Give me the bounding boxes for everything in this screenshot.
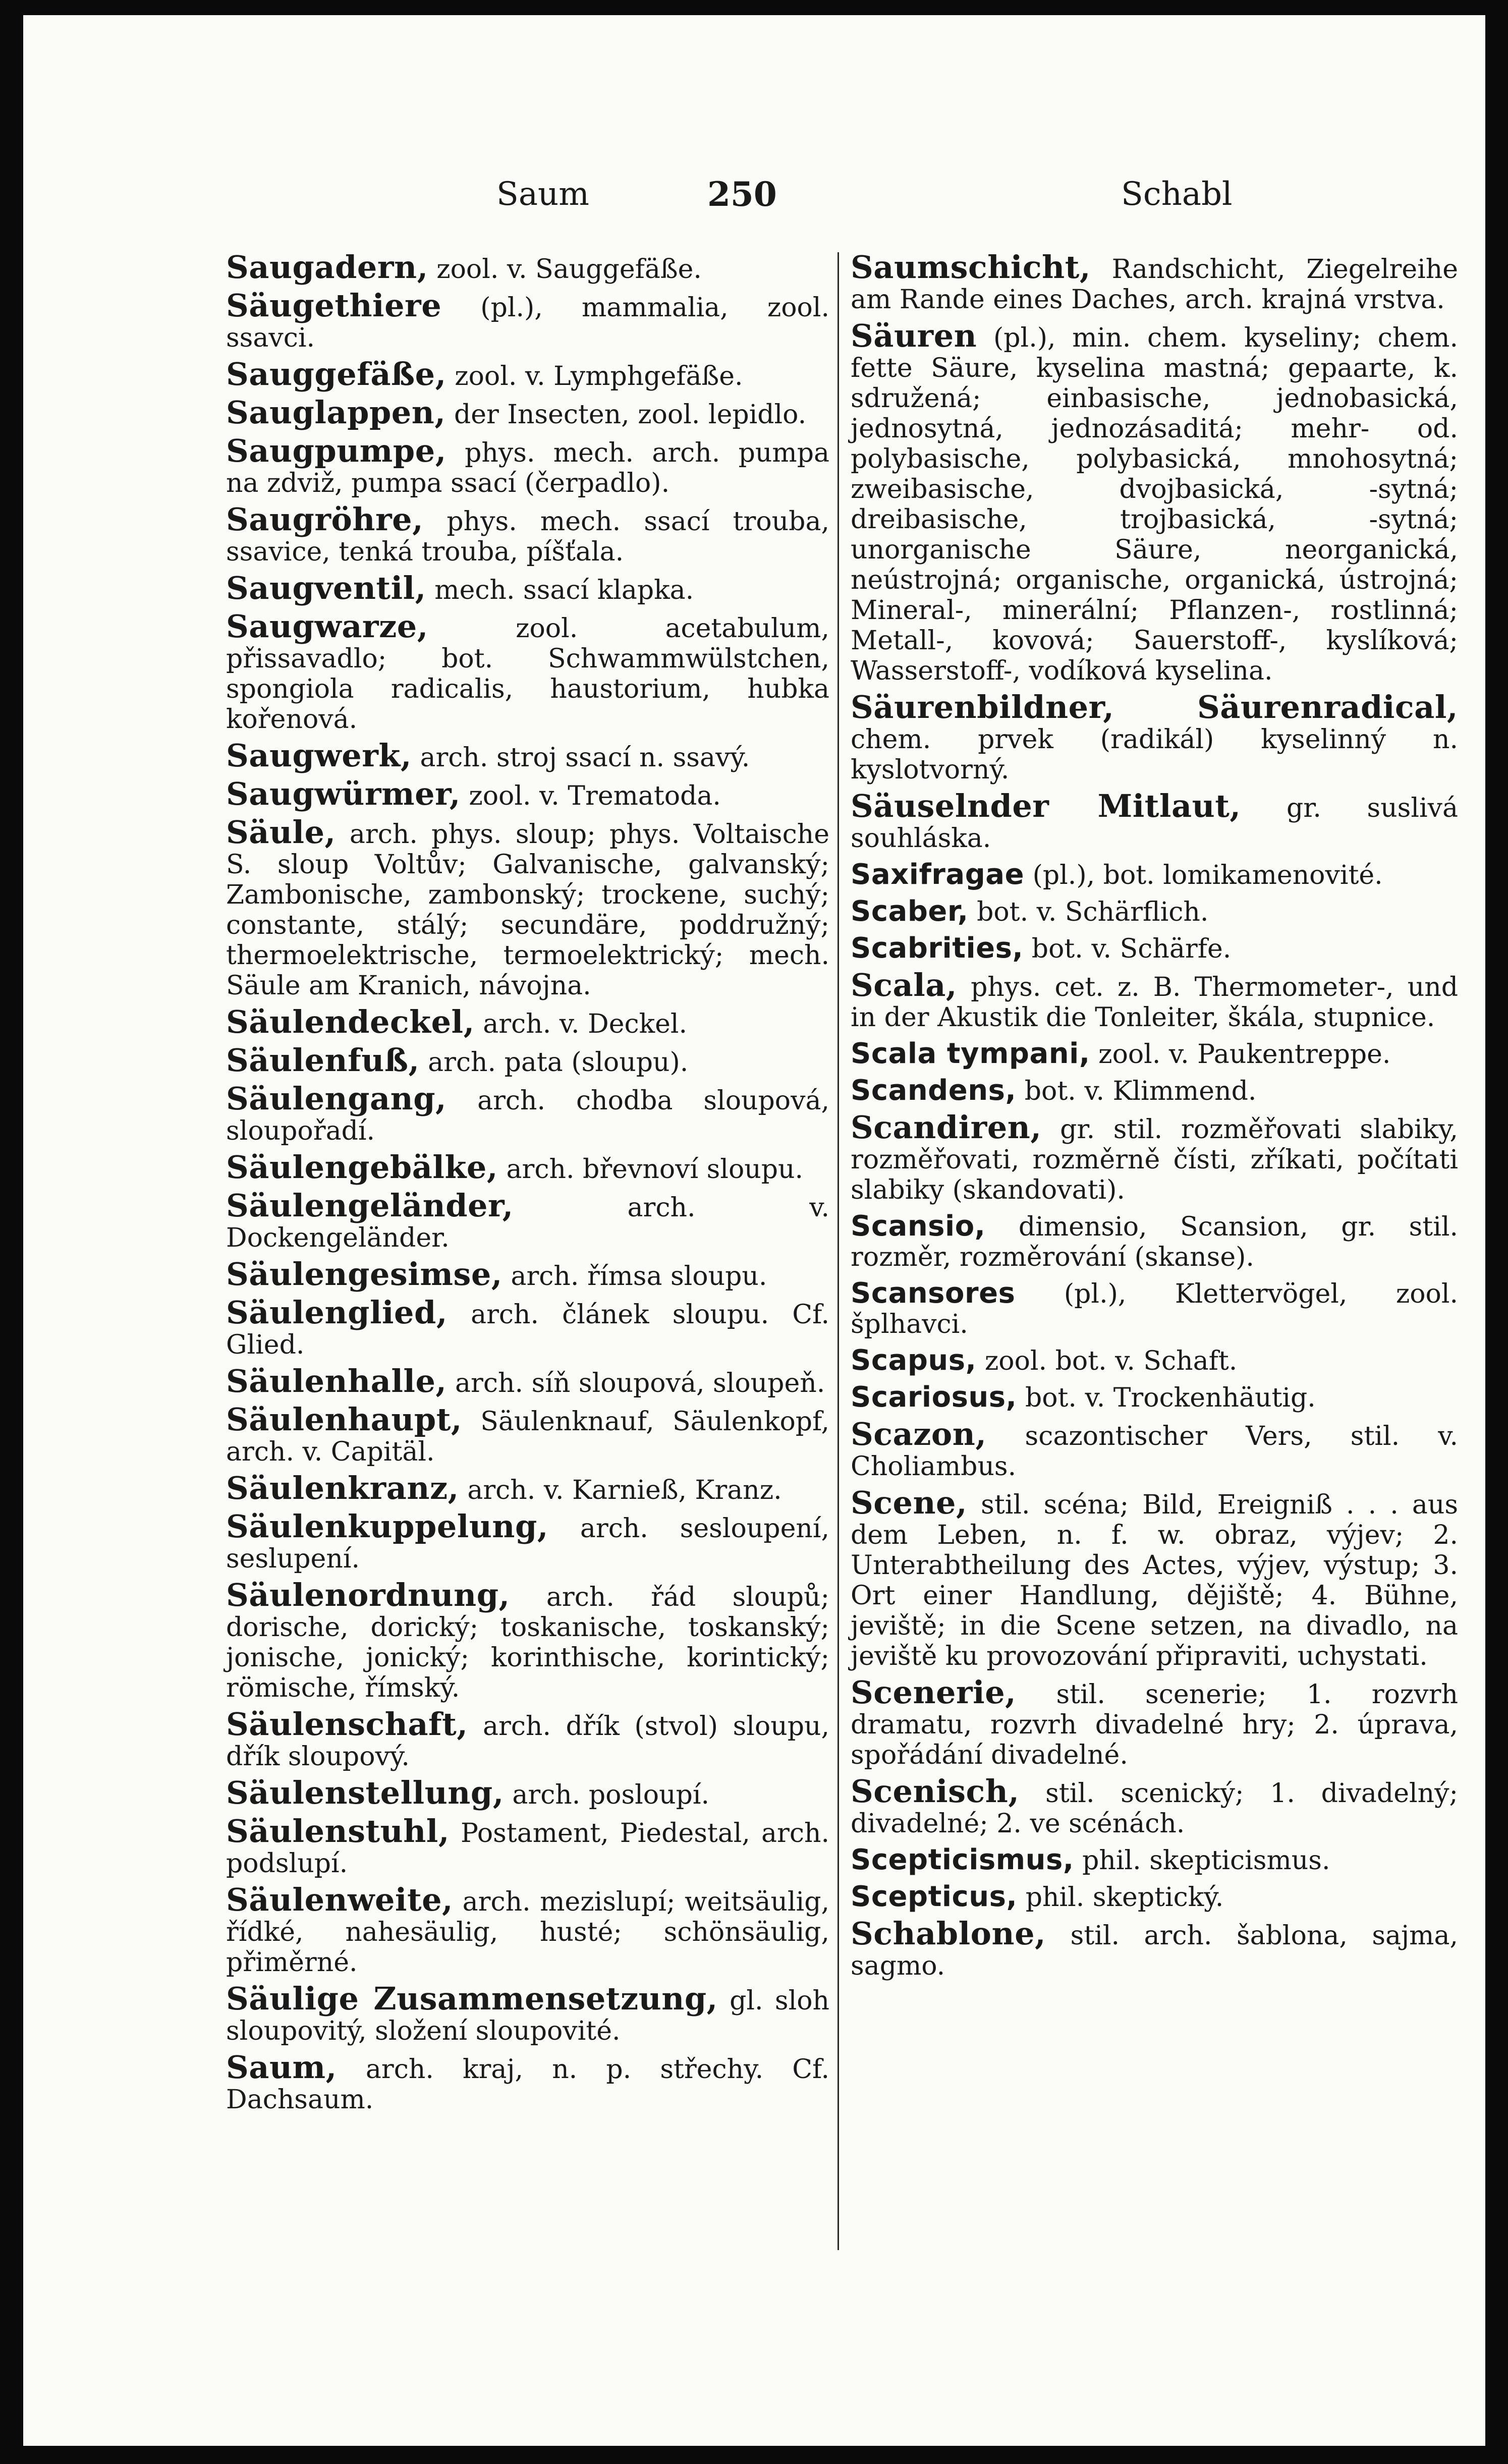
entry-headword: Saugwarze, xyxy=(226,608,428,645)
entry-definition: (pl.), mammalia, zool. ssavci. xyxy=(226,293,829,353)
entry-definition: arch. v. Dockengeländer. xyxy=(226,1193,829,1253)
dictionary-entry xyxy=(226,570,829,606)
dictionary-entry xyxy=(851,1416,1458,1482)
entry-definition: arch. phys. sloup; phys. Voltaische S. sloup Voltův; Galvanische, galvanský; Zambonische, zambonský; trockene, suchý; constante, stálý; secundäre, poddružný; thermoelektrische, termoelektrický; mech. Säule am Kranich, návojna. xyxy=(226,819,829,1001)
entry-definition: zool. acetabulum, přissavadlo; bot. Schwammwülstchen, spongiola radicalis, haustorium, hubka kořenová. xyxy=(226,613,829,735)
entry-definition: (pl.), Klettervögel, zool. šplhavci. xyxy=(851,1279,1459,1339)
entry-definition: arch. v. Deckel. xyxy=(483,1009,688,1039)
dictionary-entry xyxy=(226,1256,829,1293)
dictionary-entry xyxy=(851,1484,1459,1671)
entry-headword: Säulenfuß, xyxy=(226,1042,420,1079)
entry-definition: gl. sloh sloupovitý, složení sloupovité. xyxy=(226,1986,830,2046)
entry-headword: Säulenweite, xyxy=(226,1881,454,1918)
entry-headword: Säulengeländer, xyxy=(226,1187,514,1224)
entry-definition: arch. břevnoví sloupu. xyxy=(506,1154,804,1185)
dictionary-entry xyxy=(226,1042,829,1079)
right-column xyxy=(851,249,1459,1987)
entry-headword: Säulenglied, xyxy=(226,1294,448,1331)
dictionary-entry xyxy=(851,1882,1458,1913)
entry-headword: Säulenkranz, xyxy=(226,1470,459,1506)
running-head xyxy=(23,174,1485,214)
dictionary-entry xyxy=(226,737,829,774)
entry-headword: Scandens, xyxy=(851,1074,1017,1107)
dictionary-entry xyxy=(851,1346,1458,1376)
dictionary-entry xyxy=(851,1109,1458,1205)
entry-headword: Scazon, xyxy=(851,1416,987,1452)
entry-definition: arch. v. Karnieß, Kranz. xyxy=(467,1475,782,1505)
entry-definition: zool. v. Paukentreppe. xyxy=(1098,1039,1391,1070)
entry-headword: Sauglappen, xyxy=(226,394,446,431)
dictionary-entry xyxy=(851,1674,1458,1770)
entry-definition: arch. řád sloupů; dorische, dorický; toskanische, toskanský; jonische, jonický; korinthische, korintický; römische, římský. xyxy=(226,1582,829,1703)
entry-definition: arch. stroj ssací n. ssavý. xyxy=(420,743,750,773)
dictionary-entry xyxy=(851,1382,1458,1413)
entry-headword: Saugwerk, xyxy=(226,737,412,774)
entry-definition: der Insecten, zool. lepidlo. xyxy=(454,400,807,430)
entry-headword: Scariosus, xyxy=(851,1381,1017,1414)
dictionary-entry xyxy=(851,689,1458,785)
entry-definition: bot. v. Klimmend. xyxy=(1024,1076,1257,1106)
dictionary-entry xyxy=(226,1470,829,1506)
entry-headword: Saugröhre, xyxy=(226,501,424,538)
entry-headword: Scepticismus, xyxy=(851,1843,1074,1876)
dictionary-entry xyxy=(226,501,829,567)
entry-headword: Säulengebälke, xyxy=(226,1149,498,1186)
entry-definition: arch. chodba sloupová, sloupořadí. xyxy=(226,1086,830,1146)
dictionary-page xyxy=(23,15,1485,2446)
entry-definition: gr. stil. rozměřovati slabiky, rozměřovati, rozměrně čísti, zříkati, počítati slabiky (skandovati). xyxy=(851,1114,1458,1205)
entry-headword: Säulige Zusammensetzung, xyxy=(226,1980,718,2017)
dictionary-entry xyxy=(226,1401,829,1467)
entry-headword: Säurenbildner, Säurenradical, xyxy=(851,689,1458,725)
entry-definition: stil. scenerie; 1. rozvrh dramatu, rozvrh divadelné hry; 2. úprava, spořádání divadelné. xyxy=(851,1679,1458,1770)
entry-definition: arch. článek sloupu. Cf. Glied. xyxy=(226,1300,830,1360)
entry-definition: (pl.), bot. lomikamenovité. xyxy=(1032,860,1383,890)
dictionary-entry xyxy=(226,394,829,431)
dictionary-entry xyxy=(226,1980,830,2046)
dictionary-entry xyxy=(851,933,1458,964)
entry-definition: stil. scéna; Bild, Ereigniß . . . aus dem Leben, n. f. w. obraz, výjev; 2. Unterabtheilung des Actes, výjev, výstup; 3. Ort einer Handlung, dějiště; 4. Bühne, jeviště; in die Scene setzen, na divadlo, na jeviště ku provozování připraviti, uchystati. xyxy=(851,1490,1459,1671)
entry-headword: Säulendeckel, xyxy=(226,1003,475,1040)
header-right-guide-word: Schabl xyxy=(1121,176,1233,213)
dictionary-entry xyxy=(851,897,1458,927)
entry-definition: arch. pata (sloupu). xyxy=(428,1047,689,1078)
dictionary-entry xyxy=(226,1363,829,1399)
entry-headword: Säulenstellung, xyxy=(226,1774,504,1811)
dictionary-entry xyxy=(226,814,829,1001)
dictionary-entry xyxy=(851,1211,1458,1272)
entry-definition: Säulenknauf, Säulenkopf, arch. v. Capitäl. xyxy=(226,1407,829,1467)
dictionary-entry xyxy=(226,2049,830,2115)
entry-definition: zool. bot. v. Schaft. xyxy=(984,1346,1238,1376)
entry-definition: arch. římsa sloupu. xyxy=(511,1261,767,1292)
entry-headword: Säule, xyxy=(226,814,336,851)
entry-definition: arch. posloupí. xyxy=(512,1780,710,1810)
entry-headword: Säulenhalle, xyxy=(226,1363,447,1399)
dictionary-entry xyxy=(851,1915,1459,1981)
entry-definition: arch. dřík (stvol) sloupu, dřík sloupový. xyxy=(226,1711,830,1772)
dictionary-entry xyxy=(226,775,829,812)
dictionary-entry xyxy=(226,356,829,393)
dictionary-entry xyxy=(226,608,829,735)
entry-headword: Säulenordnung, xyxy=(226,1577,510,1613)
entry-definition: stil. scenický; 1. divadelný; divadelné; 2. ve scénách. xyxy=(851,1778,1458,1839)
entry-definition: bot. v. Schärflich. xyxy=(977,897,1209,927)
dictionary-entry xyxy=(851,1076,1458,1106)
entry-headword: Schablone, xyxy=(851,1915,1046,1952)
page-number: 250 xyxy=(707,175,777,214)
entry-headword: Säulenschaft, xyxy=(226,1706,468,1743)
entry-definition: gr. suslivá souhláska. xyxy=(851,793,1459,854)
dictionary-entry xyxy=(226,249,829,286)
entry-definition: arch. síň sloupová, sloupeň. xyxy=(455,1368,825,1398)
entry-headword: Scansio, xyxy=(851,1210,986,1243)
entry-definition: (pl.), min. chem. kyseliny; chem. fette Säure, kyselina mastná; gepaarte, k. sdružená; einbasische, jednobasická, jednosytná, jednozásaditá; mehr- od. polybasische, polybasická, mnohosytná; zweibasische, dvojbasická, -sytná; dreibasische, trojbasická, -sytná; unorganische Säure, neorganická, neústrojná; organische, organická, ústrojná; Mineral-, minerální; Pflanzen-, rostlinná; Metall-, kovová; Sauerstoff-, kyslíková; Wasserstoff-, vodíková kyselina. xyxy=(851,323,1458,686)
entry-definition: bot. v. Schärfe. xyxy=(1031,934,1232,964)
entry-headword: Säuren xyxy=(851,317,977,354)
dictionary-entry xyxy=(851,788,1459,854)
entry-definition: arch. sesloupení, seslupení. xyxy=(226,1514,829,1574)
dictionary-entry xyxy=(226,1508,829,1574)
entry-headword: Scene, xyxy=(851,1484,968,1521)
entry-headword: Säulengang, xyxy=(226,1080,447,1117)
entry-headword: Saugpumpe, xyxy=(226,432,446,469)
entry-headword: Scenerie, xyxy=(851,1674,1017,1711)
entry-headword: Saugwürmer, xyxy=(226,775,461,812)
entry-definition: phil. skepticismus. xyxy=(1082,1845,1330,1876)
entry-definition: zool. v. Trematoda. xyxy=(469,781,721,811)
entry-headword: Säugethiere xyxy=(226,287,442,324)
dictionary-entry xyxy=(226,1187,829,1253)
entry-headword: Saumschicht, xyxy=(851,249,1091,286)
header-left-guide-word: Saum xyxy=(496,176,589,213)
entry-headword: Säulenstuhl, xyxy=(226,1813,450,1850)
dictionary-entry xyxy=(851,1845,1458,1876)
column-divider xyxy=(837,252,839,2250)
entry-definition: arch. mezislupí; weitsäulig, řídké, nahesäulig, husté; schönsäulig, přiměrné. xyxy=(226,1887,830,1978)
entry-definition: bot. v. Trockenhäutig. xyxy=(1025,1383,1316,1413)
entry-definition: zool. v. Sauggefäße. xyxy=(436,254,702,285)
entry-headword: Scaber, xyxy=(851,895,969,928)
dictionary-entry xyxy=(226,1881,830,1978)
dictionary-entry xyxy=(226,432,829,498)
dictionary-entry xyxy=(851,1278,1458,1339)
entry-headword: Scala tympani, xyxy=(851,1037,1090,1070)
entry-headword: Säulengesimse, xyxy=(226,1256,502,1293)
dictionary-entry xyxy=(226,1813,829,1879)
entry-definition: Randschicht, Ziegelreihe am Rande eines Daches, arch. krajná vrstva. xyxy=(851,254,1458,315)
dictionary-entry xyxy=(226,1294,830,1360)
dictionary-entry xyxy=(226,287,829,353)
entry-definition: phys. mech. arch. pumpa na zdviž, pumpa ssací (čerpadlo). xyxy=(226,438,829,498)
dictionary-entry xyxy=(851,249,1458,315)
entry-headword: Scepticus, xyxy=(851,1880,1018,1913)
dictionary-entry xyxy=(226,1080,830,1146)
dictionary-entry xyxy=(226,1003,829,1040)
entry-headword: Scansores xyxy=(851,1277,1016,1310)
entry-headword: Säulenkuppelung, xyxy=(226,1508,548,1545)
entry-headword: Scandiren, xyxy=(851,1109,1042,1146)
dictionary-entry xyxy=(851,967,1459,1033)
dictionary-entry xyxy=(226,1774,829,1811)
entry-headword: Sauggefäße, xyxy=(226,356,446,393)
entry-headword: Scenisch, xyxy=(851,1773,1020,1810)
dictionary-entry xyxy=(851,1039,1458,1070)
entry-definition: phil. skeptický. xyxy=(1025,1882,1224,1913)
entry-definition: phys. mech. ssací trouba, ssavice, tenká trouba, píšťala. xyxy=(226,507,829,567)
entry-headword: Säulenhaupt, xyxy=(226,1401,463,1438)
left-column xyxy=(226,249,830,2121)
dictionary-entry xyxy=(851,317,1458,686)
entry-headword: Saxifragae xyxy=(851,858,1025,891)
entry-headword: Saugventil, xyxy=(226,570,426,606)
dictionary-entry xyxy=(851,1773,1458,1839)
entry-definition: zool. v. Lymphgefäße. xyxy=(455,361,743,391)
entry-headword: Scabrities, xyxy=(851,932,1024,965)
entry-headword: Saugadern, xyxy=(226,249,428,286)
entry-definition: phys. cet. z. B. Thermometer-, und in der Akustik die Tonleiter, škála, stupnice. xyxy=(851,972,1459,1033)
entry-headword: Scala, xyxy=(851,967,958,1003)
entry-definition: Postament, Piedestal, arch. podslupí. xyxy=(226,1818,829,1879)
entry-definition: dimensio, Scansion, gr. stil. rozměr, rozměrování (skanse). xyxy=(851,1212,1458,1272)
dictionary-entry xyxy=(851,860,1458,890)
entry-definition: arch. kraj, n. p. střechy. Cf. Dachsaum. xyxy=(226,2054,830,2115)
dictionary-entry xyxy=(226,1149,829,1186)
entry-definition: stil. arch. šablona, sajma, sagmo. xyxy=(851,1921,1459,1981)
entry-definition: chem. prvek (radikál) kyselinný n. kyslotvorný. xyxy=(851,724,1458,785)
entry-definition: mech. ssací klapka. xyxy=(434,575,694,605)
entry-headword: Saum, xyxy=(226,2049,337,2086)
entry-headword: Säuselnder Mitlaut, xyxy=(851,788,1241,824)
entry-definition: scazontischer Vers, stil. v. Choliambus. xyxy=(851,1421,1458,1482)
dictionary-entry xyxy=(226,1577,829,1703)
dictionary-entry xyxy=(226,1706,830,1772)
entry-headword: Scapus, xyxy=(851,1344,977,1377)
